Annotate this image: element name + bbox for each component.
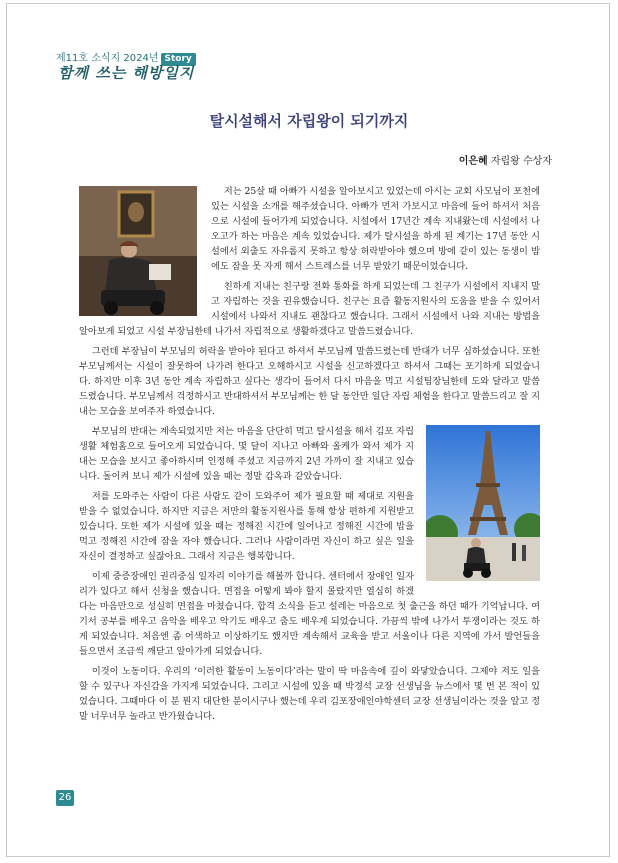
article-body — [79, 184, 540, 729]
byline — [459, 152, 552, 167]
page-number: 26 — [56, 790, 74, 806]
section-subtitle: 함께 쓰는 해방일지 — [58, 64, 195, 82]
museum-photo-illustration — [79, 186, 197, 316]
museum-photo — [79, 186, 197, 316]
paragraph: 이것이 노동이다. 우리의 ‘이러한 활동이 노동이다’라는 말이 딱 마음속에 깊이 와닿았습니다. 그제야 저도 일을 할 수 있구나 자신감을 가지게 되었습니다. 그리고 시설에 있을 때 박경석 교장 선생님을 뉴스에서 몇 번 본 적이 있었습니다. 그때마다 이 분 뭔지 대단한 분이시구나 했는데 우리 김포장애인야학센터 교장 선생님이라는 것을 알고 정말 너무너무 놀라고 반가웠습니다. — [79, 666, 540, 722]
author-role: 자립왕 수상자 — [490, 156, 552, 167]
paragraph: 부모님의 반대는 계속되었지만 저는 마음을 단단히 먹고 탈시설을 해서 김포 자립생활 체험홈으로 들어오게 되었습니다. 몇 달이 지나고 아빠와 올케가 와서 제가 지내는 모습을 보시고 좋아하시며 인정해 주셨고 지금까지 2년 가까이 잘 지내고 있습니다. 돌이켜 보니 제가 시설에 있을 때는 정말 감옥과 같았습니다. — [79, 426, 414, 482]
paragraph: 친하게 지내는 친구랑 전화 통화를 하게 되었는데 그 친구가 시설에서 지내지 말고 자립하는 것을 권유했습니다. 친구는 요즘 활동지원사의 도움을 받을 수 있어서 시설에서 나와서 지내도 괜찮다고 했습니다. 그래서 시설에서 나와 지내는 방법을 알아보게 되었고 시설 부장님한테 나가서 자립적으로 생활하겠다고 말씀드렸습니다. — [79, 281, 541, 337]
eiffel-tower-photo — [426, 425, 540, 581]
paragraph: 그런데 부장님이 부모님의 허락을 받아야 된다고 하셔서 부모님께 말씀드렸는데 반대가 너무 심하셨습니다. 또한 부모님께서는 시설이 잘못하여 나가려 한다고 오해하시고 시설을 신고하겠다고 하셔서 그때는 포기하게 되었습니다. 하지만 이후 3년 동안 계속 자립하고 싶다는 생각이 들어서 다시 마음을 먹고 시설팀장님한테 도와 달라고 말씀드렸습니다. 부모님께서 걱정하시고 반대하셔서 부모님께는 한 달 동안만 일단 자립 체험을 한다고 말씀드리고 잘 지내는 모습을 보여주자 하였습니다. — [79, 346, 540, 417]
paragraph: 이제 중증장애인 권리중심 일자리 이야기를 해볼까 합니다. 센터에서 장애인 일자리가 있다고 해서 신청을 했습니다. 면접을 어떻게 봐야 할지 몰랐지만 열심히 하겠다는 마음만으로 성실히 면접을 마쳤습니다. 합격 소식을 듣고 설레는 마음으로 첫 출근을 하던 때가 기억납니다. 여기서 공부를 배우고 음악을 배우고 악기도 배우고 춤도 배우게 되었습니다. 가끔씩 밖에 나가서 투쟁이라는 것도 하게 되었습니다. 처음엔 좀 어색하고 이상하기도 했지만 계속해서 교육을 받고 서울이나 다른 지역에 가서 발언들을 들으면서 조금씩 깨닫고 알아가게 되었습니다. — [79, 571, 540, 657]
author-name: 이은혜 — [458, 156, 488, 167]
story-badge: Story — [161, 53, 196, 66]
paragraph: 저를 도와주는 사람이 다른 사람도 같이 도와주어 제가 필요할 때 제대로 지원을 받을 수 없었습니다. 하지만 지금은 저만의 활동지원사를 통해 항상 편하게 지원받고 있습니다. 또한 제가 시설에 있을 때는 정해진 시간에 일어나고 정해진 시간에 밥을 먹고 정해진 시간에 잠을 자야 했습니다. 그러나 사람이라면 자신이 하고 싶은 일을 자신이 결정하고 싶잖아요. 그래서 지금은 행복합니다. — [79, 491, 414, 562]
paragraph: 저는 25살 때 아빠가 시설을 알아보시고 있었는데 아시는 교회 사모님이 포천에 있는 시설을 소개를 해주셨습니다. 아빠가 먼저 가보시고 마음에 들어 하셔서 처음으로 시설에 들어가게 되었습니다. 시설에서 17년간 계속 지내왔는데 시설에서 나오고가 하는 마음은 계속 있었습니다. 제가 탈시설을 하게 된 계기는 17년 동안 시설에서 외출도 자유롭지 못하고 항상 허락받아야 했으며 방에 같이 있는 동생이 밤에도 잠을 못 자게 해서 스트레스를 너무 받았기 때문이었습니다. — [211, 186, 540, 272]
eiffel-tower-illustration — [426, 425, 540, 581]
issue-line: 제11호 소식지 2024년 — [56, 53, 159, 64]
article-title: 탈시설해서 자립왕이 되기까지 — [209, 112, 409, 130]
